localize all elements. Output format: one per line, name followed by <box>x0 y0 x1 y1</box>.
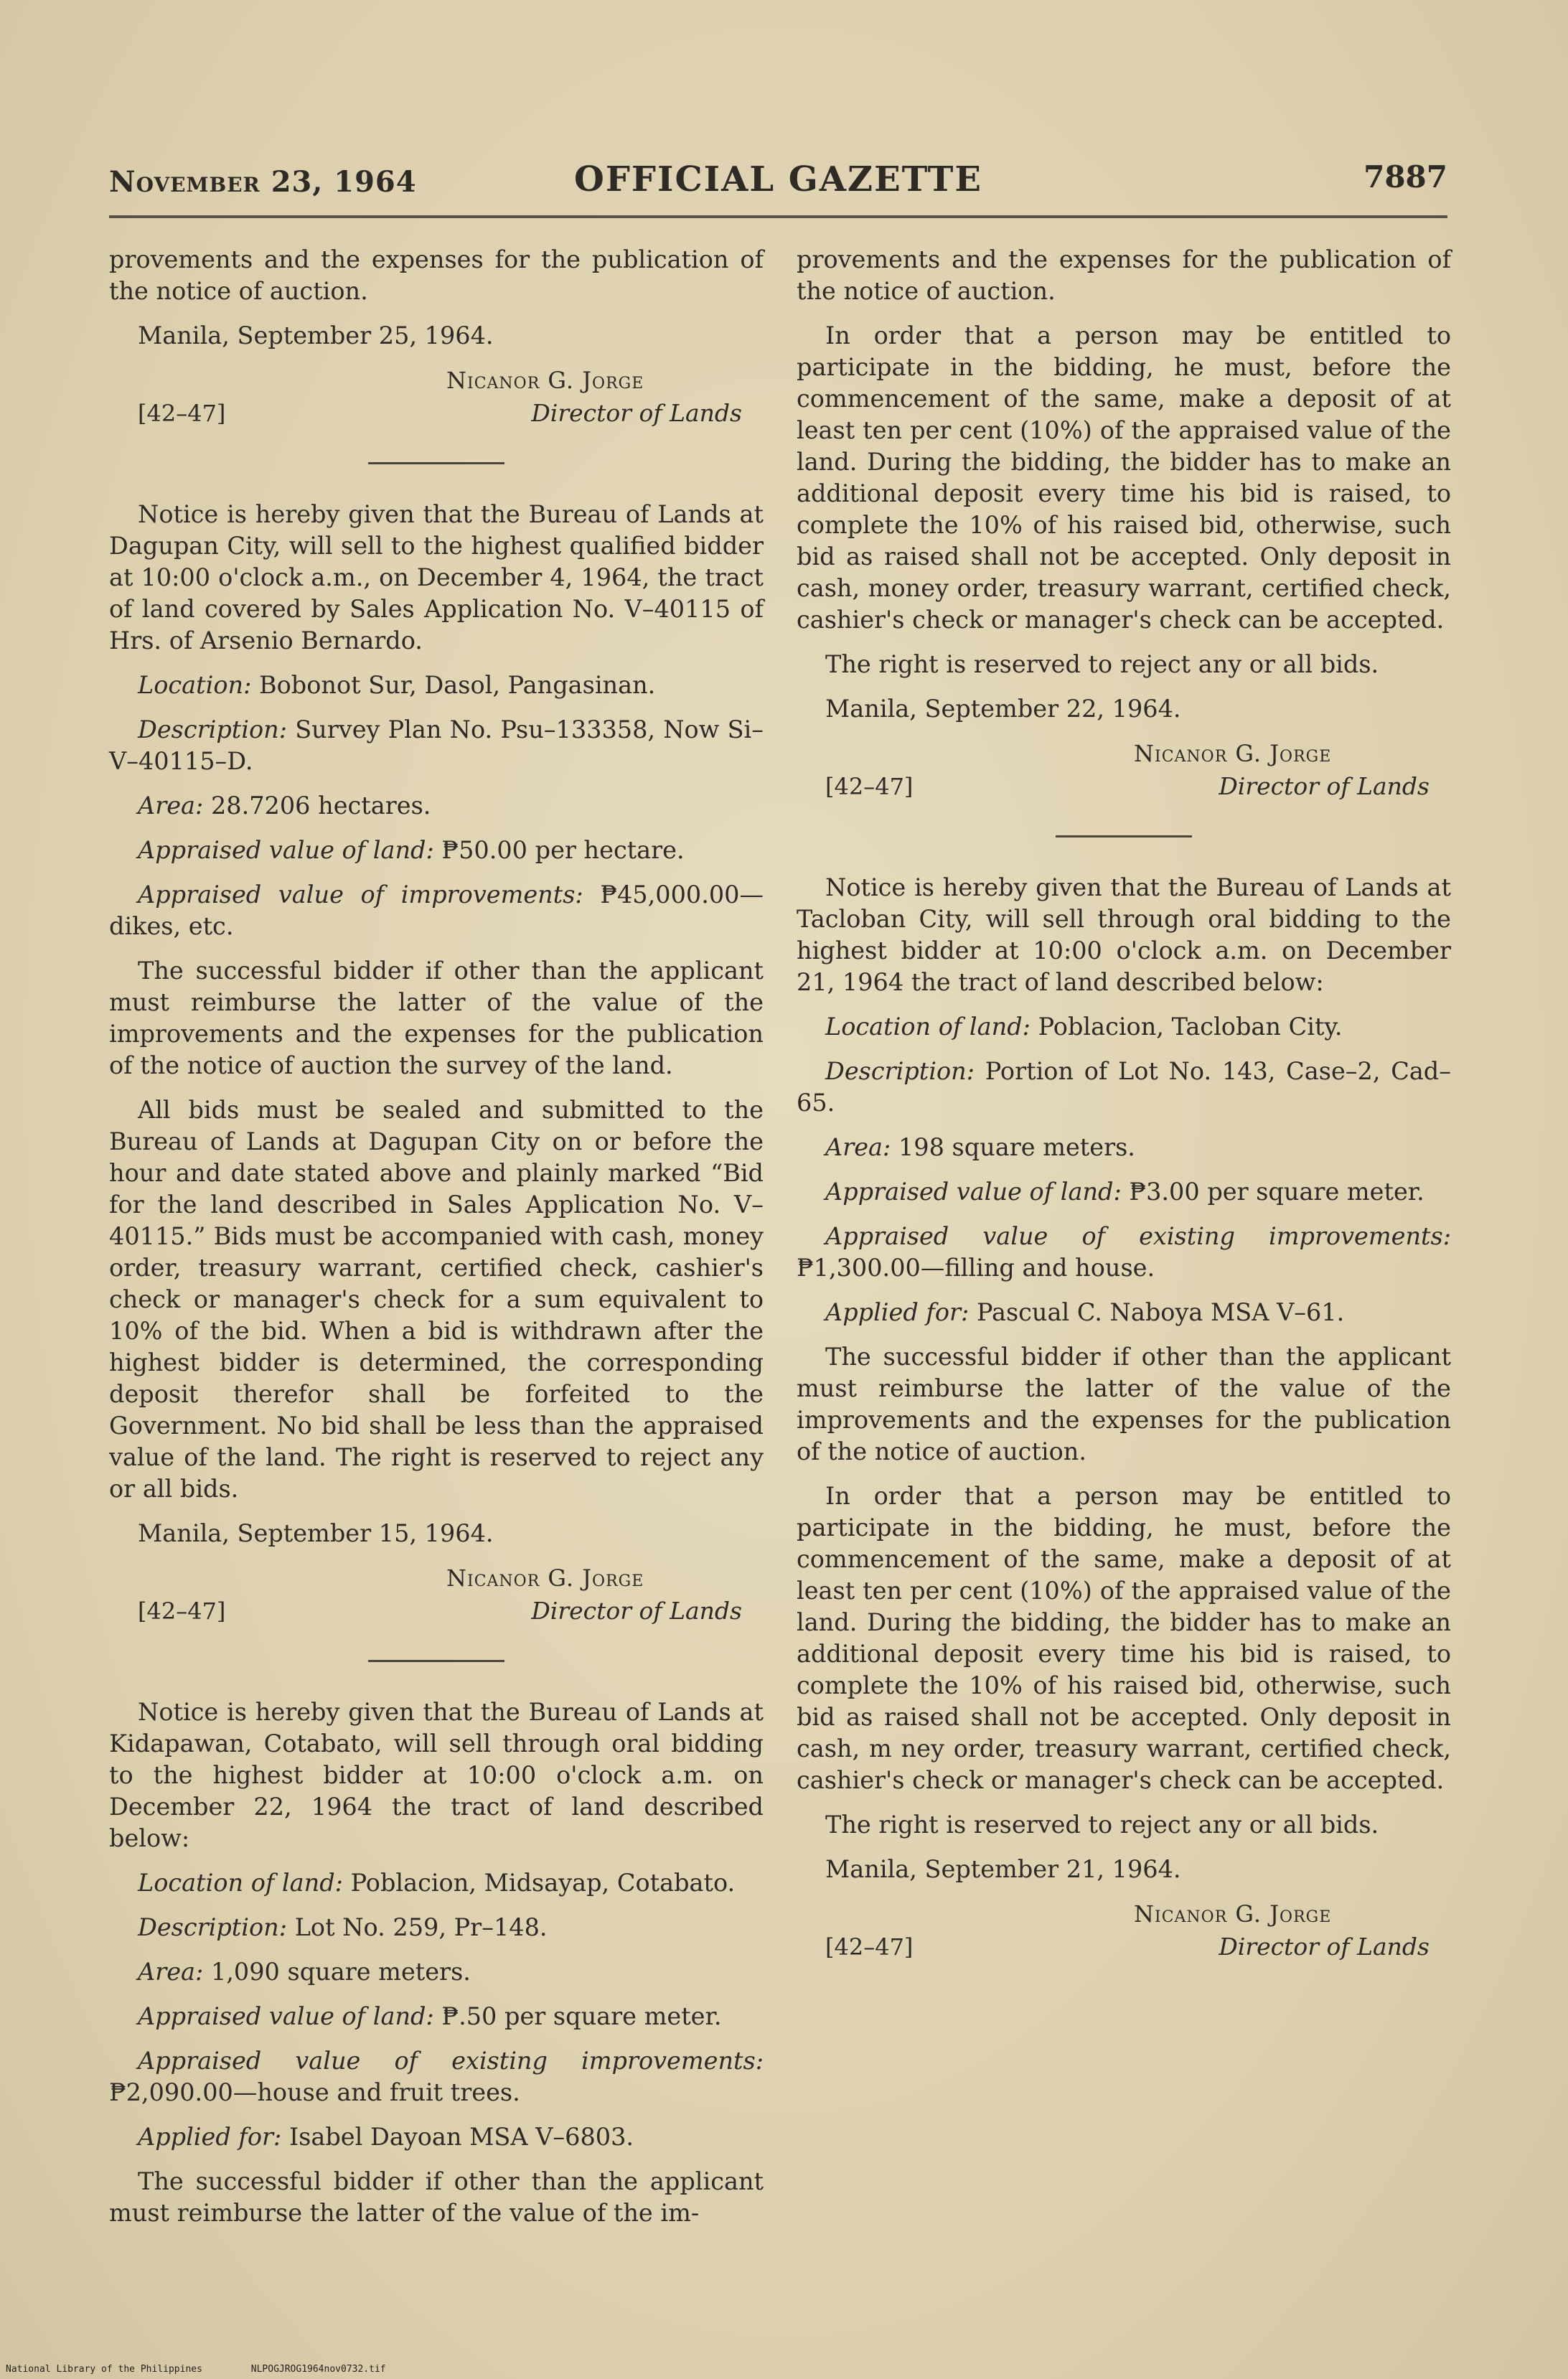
signatory-name: Nicanor G. Jorge <box>1134 1900 1332 1928</box>
page-header <box>109 156 1447 200</box>
notice-4-deposit: In order that a person may be entitled to participate in the bidding, he must, before the commencement of the same, make a deposit of at least ten per cent (10%) of the appraised value of the land. During the bidding, the bidder has to make an additional deposit every time his bid is raised, to complete the 10% of his raised bid, otherwise, such bid as raised shall not be accepted. Only deposit in cash, m ney order, treasury warrant, certified check, cashier's check or manager's check can be accepted. <box>797 1482 1451 1794</box>
notice-3-dateline: Manila, September 22, 1964. <box>825 695 1181 723</box>
notice-4-applied-for <box>797 1297 1451 1328</box>
field-label: Area: <box>138 1958 204 1986</box>
notice-4-dateline: Manila, September 21, 1964. <box>825 1855 1181 1883</box>
notice-4-location <box>797 1011 1451 1043</box>
field-value: 28.7206 hectares. <box>210 792 431 820</box>
field-value: Poblacion, Tacloban City. <box>1038 1013 1343 1041</box>
field-value: Poblacion, Midsayap, Cotabato. <box>350 1869 736 1897</box>
field-value: Isabel Dayoan MSA V–6803. <box>288 2123 634 2151</box>
notice-3-signature <box>797 738 1451 810</box>
field-value: ₱50.00 per hectare. <box>441 836 685 864</box>
field-label: Appraised value of land: <box>138 836 434 864</box>
field-label: Appraised value of land: <box>138 2002 434 2030</box>
field-label: Location of land: <box>138 1869 343 1897</box>
notice-3-improvements-value <box>109 2045 764 2108</box>
field-value: ₱2,090.00—house and fruit trees. <box>109 2078 520 2106</box>
notice-4-signature <box>797 1898 1451 1970</box>
field-label: Area: <box>138 792 204 820</box>
issue-reference: [42–47] <box>138 1597 226 1625</box>
notice-1-dateline: Manila, September 25, 1964. <box>138 322 494 349</box>
notice-separator <box>368 1660 504 1662</box>
signatory-title: Director of Lands <box>531 1597 742 1625</box>
notice-3-tail: provements and the expenses for the publication of the notice of auction. <box>797 245 1451 305</box>
notice-2-reimburse: The successful bidder if other than the applicant must reimburse the latter of the value of the improvements and the expenses for the publication of the notice of auction the survey of the land. <box>109 957 764 1079</box>
notice-4-improvements-value <box>797 1221 1451 1284</box>
notice-2-dateline: Manila, September 15, 1964. <box>138 1519 494 1547</box>
notice-4-description <box>797 1056 1451 1119</box>
notice-2-intro: Notice is hereby given that the Bureau of Lands at Dagupan City, will sell to the highest qualified bidder at 10:00 o'clock a.m., on December 4, 1964, the tract of land covered by Sales Application No. V–40115 of Hrs. of Arsenio Bernardo. <box>109 500 764 654</box>
header-rule <box>109 215 1447 218</box>
notice-4-reserve: The right is reserved to reject any or all bids. <box>825 1811 1379 1839</box>
header-date: November 23, 1964 <box>109 165 417 199</box>
field-value: 1,090 square meters. <box>210 1958 471 1986</box>
field-value: 198 square meters. <box>898 1133 1135 1161</box>
field-label: Location: <box>138 671 252 699</box>
field-value: Portion of Lot No. 143, Case–2, Cad–65. <box>797 1057 1451 1117</box>
notice-3-reserve: The right is reserved to reject any or all bids. <box>825 650 1379 678</box>
notice-3-applied-for <box>109 2121 764 2153</box>
field-label: Applied for: <box>825 1298 970 1326</box>
field-label: Description: <box>138 1913 288 1941</box>
header-title: OFFICIAL GAZETTE <box>574 159 982 200</box>
field-value: Lot No. 259, Pr–148. <box>294 1913 548 1941</box>
notice-2-land-value <box>109 835 764 866</box>
signatory-name: Nicanor G. Jorge <box>446 367 644 394</box>
notice-4-intro: Notice is hereby given that the Bureau of Lands at Tacloban City, will sell through oral bidding to the highest bidder at 10:00 o'clock a.m. on December 21, 1964 the tract of land described below: <box>797 873 1451 996</box>
signatory-name: Nicanor G. Jorge <box>446 1564 644 1592</box>
field-value: ₱45,000.00—dikes, etc. <box>109 881 764 940</box>
field-label: Description: <box>138 715 288 743</box>
page-number: 7887 <box>1363 159 1447 194</box>
notice-2-description <box>109 714 764 777</box>
signatory-title: Director of Lands <box>1219 772 1429 800</box>
notice-3-land-value <box>109 2001 764 2032</box>
notice-3-intro: Notice is hereby given that the Bureau of Lands at Kidapawan, Cotabato, will sell through oral bidding to the highest bidder at 10:00 o'clock a.m. on December 22, 1964 the tract of land described below: <box>109 1698 764 1852</box>
footer-file: NLPOGJROG1964nov0732.tif <box>250 2364 386 2375</box>
notice-2-signature <box>109 1562 764 1634</box>
notice-3-location <box>109 1867 764 1899</box>
right-column <box>797 244 1451 1980</box>
notice-4-area <box>797 1132 1451 1163</box>
signatory-name: Nicanor G. Jorge <box>1134 740 1332 767</box>
issue-reference: [42–47] <box>825 1933 914 1961</box>
issue-reference: [42–47] <box>138 400 226 427</box>
notice-1-tail: provements and the expenses for the publication of the notice of auction. <box>109 245 764 305</box>
notice-separator <box>1056 835 1192 837</box>
field-label: Description: <box>825 1057 975 1085</box>
notice-3-area <box>109 1956 764 1988</box>
notice-3-reimburse-start: The successful bidder if other than the applicant must reimburse the latter of the value of the im- <box>109 2167 764 2227</box>
notice-2-improvements-value <box>109 879 764 942</box>
field-value: Survey Plan No. Psu–133358, Now Si–V–40115–D. <box>109 715 764 775</box>
signatory-title: Director of Lands <box>531 399 742 427</box>
field-label: Appraised value of existing improvements: <box>825 1222 1451 1250</box>
notice-4-reimburse: The successful bidder if other than the applicant must reimburse the latter of the value of the improvements and the expenses for the publication of the notice of auction. <box>797 1343 1451 1465</box>
field-value: ₱3.00 per square meter. <box>1129 1178 1424 1206</box>
field-label: Location of land: <box>825 1013 1031 1041</box>
field-value: Bobonot Sur, Dasol, Pangasinan. <box>259 671 656 699</box>
notice-3-description <box>109 1912 764 1943</box>
notice-4-land-value <box>797 1176 1451 1208</box>
scan-footer <box>6 2364 429 2375</box>
notice-3-deposit: In order that a person may be entitled to participate in the bidding, he must, before the commencement of the same, make a deposit of at least ten per cent (10%) of the appraised value of the land. During the bidding, the bidder has to make an additional deposit every time his bid is raised, to complete the 10% of his raised bid, otherwise, such bid as raised shall not be accepted. Only deposit in cash, money order, treasury warrant, certified check, cashier's check or manager's check can be accepted. <box>797 322 1451 634</box>
notice-2-bid-terms: All bids must be sealed and submitted to the Bureau of Lands at Dagupan City on or before the hour and date stated above and plainly marked “Bid for the land described in Sales Application No. V–40115.” Bids must be accompanied with cash, money order, treasury warrant, certified check, cashier's check or manager's check for a sum equivalent to 10% of the bid. When a bid is withdrawn after the highest bidder is determined, the corresponding deposit therefor shall be forfeited to the Government. No bid shall be less than the appraised value of the land. The right is reserved to reject any or all bids. <box>109 1096 764 1503</box>
left-column <box>109 244 764 2242</box>
field-value: ₱.50 per square meter. <box>441 2002 722 2030</box>
field-value: ₱1,300.00—filling and house. <box>797 1254 1155 1282</box>
signatory-title: Director of Lands <box>1219 1933 1429 1961</box>
field-label: Appraised value of improvements: <box>138 881 583 909</box>
notice-separator <box>368 462 504 464</box>
notice-1-signature <box>109 365 764 436</box>
notice-2-area <box>109 790 764 822</box>
notice-2-location <box>109 670 764 701</box>
field-label: Applied for: <box>138 2123 282 2151</box>
field-label: Appraised value of land: <box>825 1178 1122 1206</box>
field-value: Pascual C. Naboya MSA V–61. <box>976 1298 1345 1326</box>
field-label: Appraised value of existing improvements: <box>138 2047 764 2075</box>
footer-library: National Library of the Philippines <box>6 2364 202 2375</box>
issue-reference: [42–47] <box>825 773 914 800</box>
field-label: Area: <box>825 1133 891 1161</box>
